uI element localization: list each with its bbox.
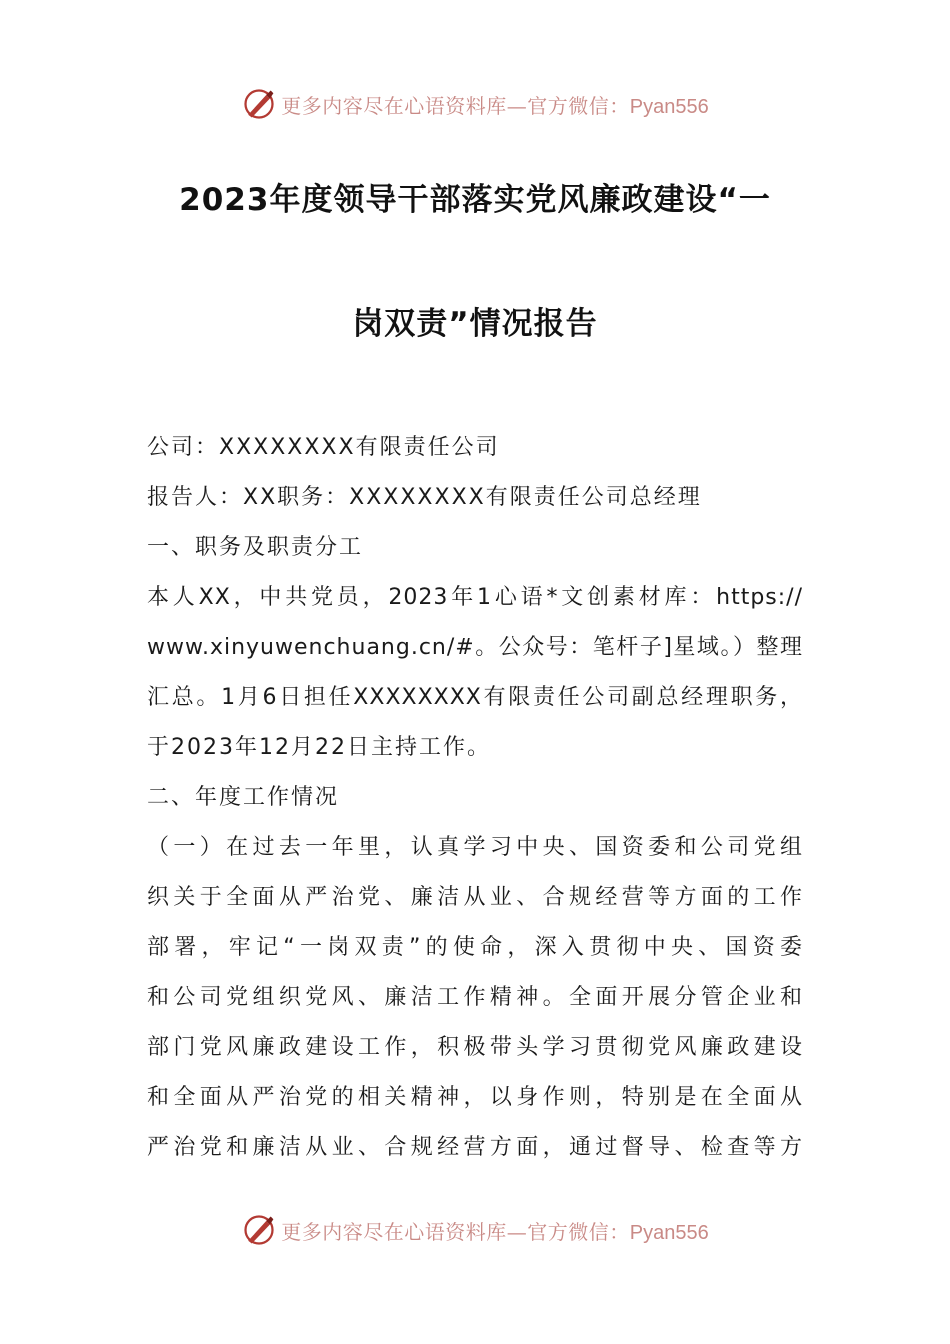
watermark-text: 更多内容尽在心语资料库—官方微信：Pyan556 <box>281 1219 709 1244</box>
paragraph-line: www.xinyuwenchuang.cn/#。公众号：笔杆子]星域。）整理 <box>147 635 803 660</box>
pen-logo-icon <box>241 86 277 122</box>
watermark-banner-top <box>0 84 950 124</box>
paragraph-line: 织关于全面从严治党、廉洁从业、合规经营等方面的工作 <box>147 885 803 910</box>
company-line: 公司：XXXXXXXX有限责任公司 <box>147 435 500 460</box>
paragraph-line: （一）在过去一年里，认真学习中央、国资委和公司党组 <box>147 835 803 860</box>
reporter-line: 报告人：XX职务：XXXXXXXX有限责任公司总经理 <box>147 485 702 510</box>
paragraph-line: 汇总。1月6日担任XXXXXXXX有限责任公司副总经理职务， <box>147 685 803 710</box>
paragraph-line: 本人XX，中共党员，2023年1心语*文创素材库：https:// <box>147 585 803 610</box>
paragraph-line: 严治党和廉洁从业、合规经营方面，通过督导、检查等方 <box>147 1135 803 1160</box>
watermark-text: 更多内容尽在心语资料库—官方微信：Pyan556 <box>281 93 709 118</box>
paragraph-line: 部署，牢记“一岗双责”的使命，深入贯彻中央、国资委 <box>147 935 803 960</box>
paragraph-line: 于2023年12月22日主持工作。 <box>147 735 491 760</box>
paragraph-line: 和全面从严治党的相关精神，以身作则，特别是在全面从 <box>147 1085 803 1110</box>
paragraph-line: 部门党风廉政建设工作，积极带头学习贯彻党风廉政建设 <box>147 1035 803 1060</box>
watermark-banner-bottom <box>0 1210 950 1250</box>
paragraph-line: 和公司党组织党风、廉洁工作精神。全面开展分管企业和 <box>147 985 803 1010</box>
document-title-line-2: 岗双责”情况报告 <box>352 306 598 342</box>
watermark-account: Pyan556 <box>629 95 709 118</box>
document-title-line-1: 2023年度领导干部落实党风廉政建设“一 <box>179 182 771 218</box>
section-heading-2: 二、年度工作情况 <box>147 785 340 810</box>
section-heading-1: 一、职务及职责分工 <box>147 535 364 560</box>
watermark-account: Pyan556 <box>629 1221 709 1244</box>
pen-logo-icon <box>241 1212 277 1248</box>
